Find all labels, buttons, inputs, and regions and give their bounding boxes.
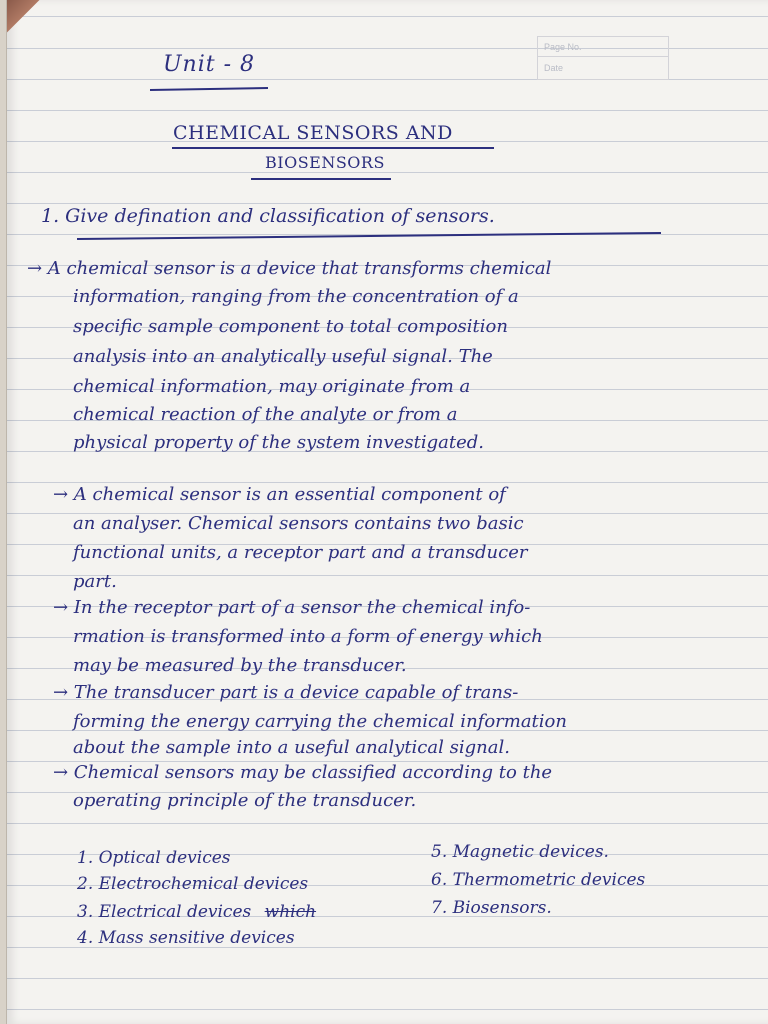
classification-item-3-text: 3. Electrical devices <box>77 902 252 922</box>
question-heading: 1. Give defination and classification of sensors. <box>41 205 495 227</box>
para2-line3: functional units, a receptor part and a transducer <box>73 542 528 563</box>
classification-item-3 <box>77 902 316 922</box>
classification-item-3-struck: which <box>264 902 317 922</box>
unit-title: Unit - 8 <box>163 52 256 77</box>
para3-line1: → In the receptor part of a sensor the chemical info- <box>53 597 531 618</box>
classification-item-7: 7. Biosensors. <box>431 898 552 918</box>
notebook-page <box>6 0 768 1024</box>
classification-item-4: 4. Mass sensitive devices <box>77 928 295 948</box>
classification-item-5: 5. Magnetic devices. <box>431 842 609 862</box>
chapter-title-underline-1 <box>172 147 494 149</box>
para1-line3: specific sample component to total composition <box>73 316 508 337</box>
date-label: Date <box>544 63 564 73</box>
classification-item-1: 1. Optical devices <box>77 848 231 868</box>
para2-line1: → A chemical sensor is an essential component of <box>53 484 506 505</box>
classification-item-6: 6. Thermometric devices <box>431 870 646 890</box>
para1-line4: analysis into an analytically useful signal. The <box>73 346 493 367</box>
para4-line3: about the sample into a useful analytical signal. <box>73 737 510 758</box>
para1-line1: → A chemical sensor is a device that transforms chemical <box>27 258 552 279</box>
chapter-title-line2: BIOSENSORS <box>265 153 385 172</box>
para5-line1: → Chemical sensors may be classified according to the <box>53 762 553 783</box>
para1-line6: chemical reaction of the analyte or from a <box>73 404 458 425</box>
chapter-title-line1: CHEMICAL SENSORS AND <box>173 122 453 144</box>
page-no-label: Page No. <box>538 37 668 57</box>
para2-line2: an analyser. Chemical sensors contains two basic <box>73 513 524 534</box>
para1-line7: physical property of the system investigated. <box>73 432 484 453</box>
question-underline <box>77 232 661 240</box>
page-header-box <box>537 36 669 80</box>
classification-item-2: 2. Electrochemical devices <box>77 874 309 894</box>
para5-line2: operating principle of the transducer. <box>73 790 417 811</box>
page-corner-shadow <box>7 0 47 40</box>
para1-line2: information, ranging from the concentration of a <box>73 286 519 307</box>
para4-line1: → The transducer part is a device capable of trans- <box>53 682 519 703</box>
para1-line5: chemical information, may originate from a <box>73 376 471 397</box>
para2-line4: part. <box>73 571 117 592</box>
unit-title-underline <box>150 87 268 91</box>
para3-line3: may be measured by the transducer. <box>73 655 407 676</box>
chapter-title-underline-2 <box>251 178 391 180</box>
para4-line2: forming the energy carrying the chemical information <box>73 711 567 732</box>
para3-line2: rmation is transformed into a form of energy which <box>73 626 543 647</box>
